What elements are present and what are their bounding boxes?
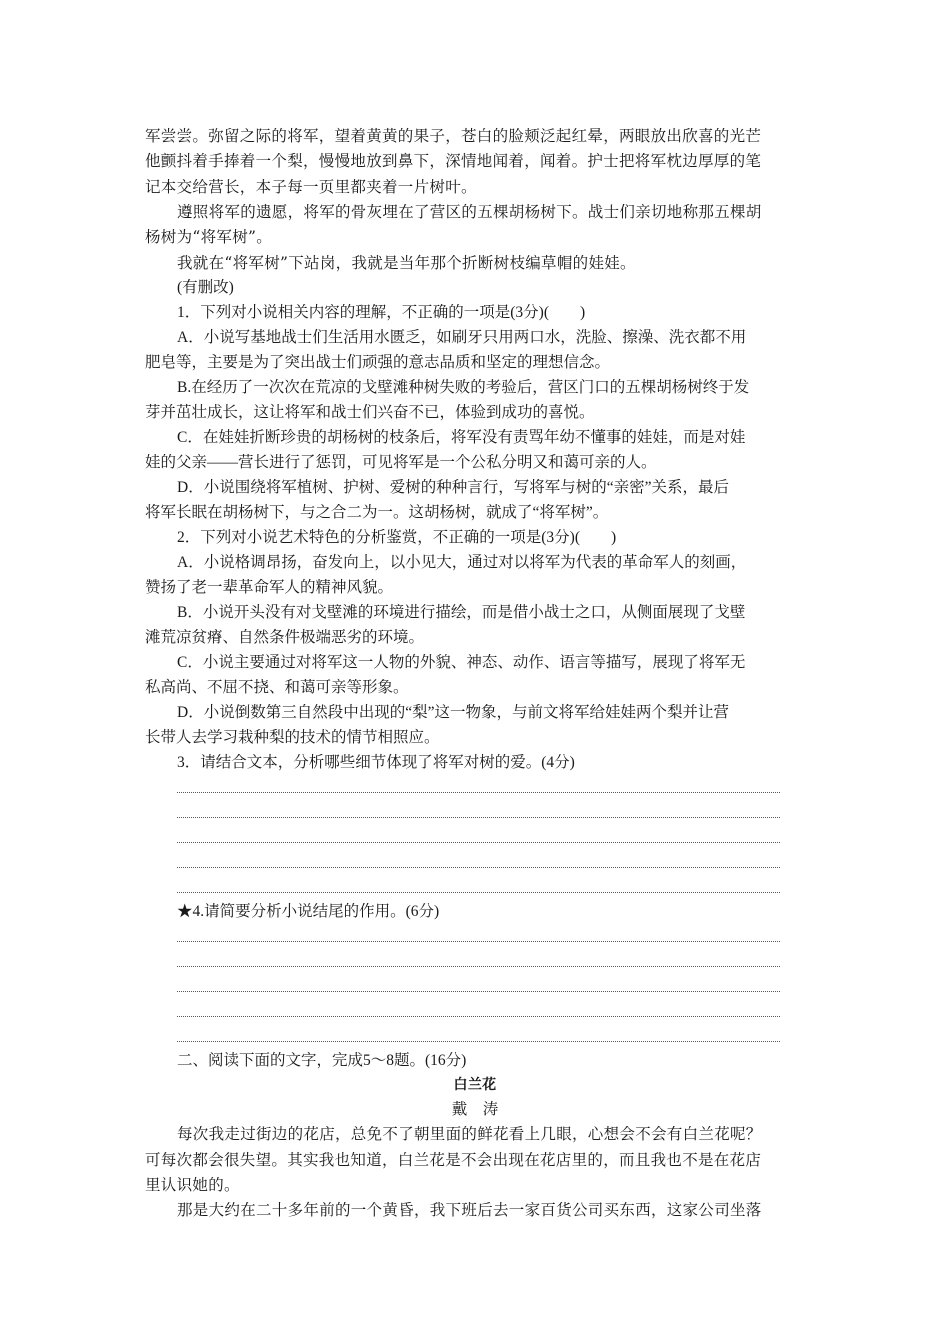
- q1-option-c-line2: 娃的父亲——营长进行了惩罚，可见将军是一个公私分明又和蔼可亲的人。: [145, 454, 657, 471]
- section2-heading: 二、阅读下面的文字，完成5～8题。(16分): [177, 1052, 467, 1069]
- q2-stem: 2．下列对小说艺术特色的分析鉴赏，不正确的一项是(3分)( ): [177, 529, 617, 546]
- q4-stem: ★4.请简要分析小说结尾的作用。(6分): [177, 903, 440, 920]
- q4-answer-line-3: [177, 991, 780, 992]
- q2-option-a-line2: 赞扬了老一辈革命军人的精神风貌。: [145, 579, 394, 596]
- q1-option-b-line2: 芽并茁壮成长，这让将军和战士们兴奋不已，体验到成功的喜悦。: [145, 404, 595, 421]
- story-line-3: 记本交给营长，本子每一页里都夹着一片树叶。: [145, 178, 477, 196]
- q4-answer-line-4: [177, 1016, 780, 1017]
- q2-option-d-line1: D．小说倒数第三自然段中出现的“梨”这一物象，与前文将军给娃娃两个梨并让营: [177, 704, 729, 721]
- story-line-4: 遵照将军的遗愿，将军的骨灰埋在了营区的五棵胡杨树下。战士们亲切地称那五棵胡: [177, 203, 762, 221]
- article-title: 白兰花: [453, 1077, 497, 1093]
- q2-option-b-line1: B．小说开头没有对戈壁滩的环境进行描绘，而是借小战士之口，从侧面展现了戈壁: [177, 604, 746, 621]
- q4-answer-line-2: [177, 966, 780, 967]
- q1-option-a-line1: A．小说写基地战士们生活用水匮乏，如刷牙只用两口水，洗脸、擦澡、洗衣都不用: [177, 329, 747, 346]
- q3-answer-line-4: [177, 867, 780, 868]
- article-line-4: 那是大约在二十多年前的一个黄昏，我下班后去一家百货公司买东西，这家公司坐落: [177, 1201, 762, 1219]
- story-line-5: 杨树为“将军树”。: [145, 228, 273, 246]
- story-line-6: 我就在“将军树”下站岗，我就是当年那个折断树枝编草帽的娃娃。: [177, 254, 636, 272]
- q2-option-d-line2: 长带人去学习栽种梨的技术的情节相照应。: [145, 729, 440, 746]
- q4-answer-line-5: [177, 1041, 780, 1042]
- article-line-3: 里认识她的。: [145, 1176, 240, 1194]
- q2-option-b-line2: 滩荒凉贫瘠、自然条件极端恶劣的环境。: [145, 629, 425, 646]
- q3-answer-line-3: [177, 842, 780, 843]
- q4-answer-line-1: [177, 941, 780, 942]
- q3-stem: 3．请结合文本，分析哪些细节体现了将军对树的爱。(4分): [177, 754, 575, 771]
- q3-answer-line-5: [177, 892, 780, 893]
- q3-answer-line-1: [177, 792, 780, 793]
- q1-option-d-line1: D．小说围绕将军植树、护树、爱树的种种言行，写将军与树的“亲密”关系，最后: [177, 479, 729, 496]
- story-line-1: 军尝尝。弥留之际的将军，望着黄黄的果子，苍白的脸颊泛起红晕，两眼放出欣喜的光芒: [145, 127, 762, 145]
- q1-option-c-line1: C．在娃娃折断珍贵的胡杨树的枝条后，将军没有责骂年幼不懂事的娃娃，而是对娃: [177, 429, 746, 446]
- q1-option-b-line1: B.在经历了一次次在荒凉的戈壁滩种树失败的考验后，营区门口的五棵胡杨树终于发: [177, 379, 750, 396]
- story-line-2: 他颤抖着手捧着一个梨，慢慢地放到鼻下，深情地闻着，闻着。护士把将军枕边厚厚的笔: [145, 152, 762, 170]
- q3-answer-line-2: [177, 817, 780, 818]
- q2-option-c-line1: C．小说主要通过对将军这一人物的外貌、神态、动作、语言等描写，展现了将军无: [177, 654, 746, 671]
- q1-option-a-line2: 肥皂等，主要是为了突出战士们顽强的意志品质和坚定的理想信念。: [145, 354, 611, 371]
- source-note: (有删改): [177, 279, 234, 296]
- q2-option-a-line1: A．小说格调昂扬，奋发向上，以小见大，通过对以将军为代表的革命军人的刻画，: [177, 554, 747, 571]
- q1-stem: 1．下列对小说相关内容的理解，不正确的一项是(3分)( ): [177, 304, 586, 321]
- q1-option-d-line2: 将军长眠在胡杨树下，与之合二为一。这胡杨树，就成了“将军树”。: [145, 504, 609, 521]
- article-line-1: 每次我走过街边的花店，总免不了朝里面的鲜花看上几眼，心想会不会有白兰花呢？: [177, 1125, 762, 1143]
- article-line-2: 可每次都会很失望。其实我也知道，白兰花是不会出现在花店里的，而且我也不是在花店: [145, 1151, 762, 1169]
- article-author: 戴 涛: [451, 1101, 499, 1118]
- q2-option-c-line2: 私高尚、不屈不挠、和蔼可亲等形象。: [145, 679, 409, 696]
